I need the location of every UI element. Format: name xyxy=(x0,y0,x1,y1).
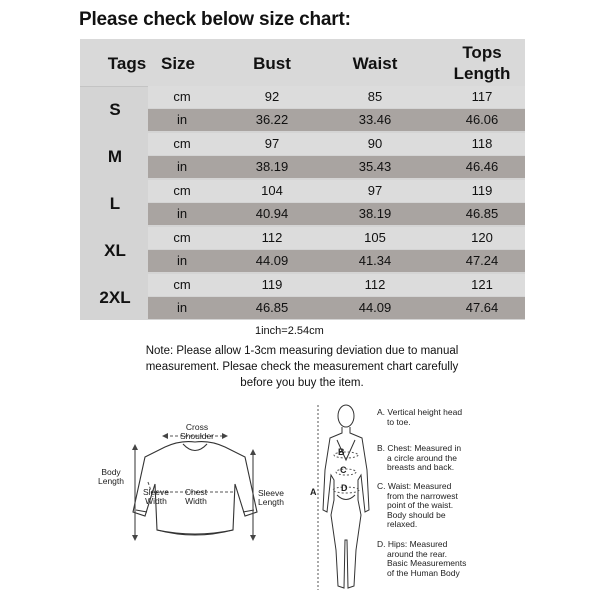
body-letter-d: D xyxy=(341,483,348,493)
cell-unit: in xyxy=(176,253,188,268)
sleeve-length-label: Sleeve Length xyxy=(258,488,284,507)
note-line: before you buy the item. xyxy=(240,377,364,389)
cell-length: 117 xyxy=(471,89,493,104)
sleeve-width-label: Sleeve Width xyxy=(143,487,169,506)
size-group-s xyxy=(80,86,525,133)
cell-bust: 97 xyxy=(264,136,280,151)
chest-width-label: Chest Width xyxy=(184,487,208,506)
cell-length: 46.06 xyxy=(465,112,499,127)
header-tags: Tags xyxy=(107,54,147,73)
cell-length: 47.24 xyxy=(465,253,499,268)
body-letter-b: B xyxy=(338,447,345,457)
header-bust: Bust xyxy=(253,54,291,73)
cell-waist: 44.09 xyxy=(358,300,392,315)
cell-length: 46.46 xyxy=(465,159,499,174)
table-row xyxy=(80,180,525,203)
garment-diagram xyxy=(95,412,295,562)
size-group-l xyxy=(80,180,525,227)
cell-length: 47.64 xyxy=(465,300,499,315)
cell-unit: cm xyxy=(173,277,191,292)
cell-waist: 38.19 xyxy=(358,206,392,221)
table-row xyxy=(80,274,525,297)
size-tag: S xyxy=(109,100,121,119)
header-tops: Tops xyxy=(462,43,502,62)
table-row xyxy=(80,156,525,179)
cell-unit: in xyxy=(176,206,188,221)
measure-note xyxy=(377,540,466,578)
cell-waist: 112 xyxy=(364,277,386,292)
cell-waist: 97 xyxy=(367,183,383,198)
measure-note-line: point of the waist. xyxy=(387,500,454,510)
cross-shoulder-label: Cross Shoulder xyxy=(179,422,215,441)
cell-unit: cm xyxy=(173,183,191,198)
body-letter-c: C xyxy=(340,465,347,475)
measure-note-line: from the narrowest xyxy=(387,490,458,501)
cell-bust: 119 xyxy=(261,277,283,292)
measure-note-line: a circle around the xyxy=(387,452,457,463)
size-tag: M xyxy=(107,147,123,166)
size-tag: L xyxy=(109,194,121,213)
table-row xyxy=(80,203,525,226)
size-group-xl xyxy=(80,227,525,274)
cell-length: 121 xyxy=(471,277,493,292)
table-row xyxy=(80,86,525,109)
cell-bust: 44.09 xyxy=(255,253,289,268)
cell-waist: 105 xyxy=(364,230,386,245)
measurement-note xyxy=(112,343,492,391)
cell-bust: 92 xyxy=(264,89,280,104)
cell-length: 120 xyxy=(471,230,493,245)
cell-bust: 112 xyxy=(261,230,283,245)
cell-length: 118 xyxy=(471,136,493,151)
cell-unit: cm xyxy=(173,136,191,151)
measure-note-line: to toe. xyxy=(387,416,411,427)
measure-note xyxy=(377,444,461,473)
cell-unit: in xyxy=(176,159,188,174)
table-row xyxy=(80,250,525,273)
cell-length: 119 xyxy=(471,183,493,198)
cell-waist: 33.46 xyxy=(358,112,392,127)
size-tag: XL xyxy=(104,241,126,260)
measure-note-line: B. Chest: Measured in xyxy=(377,443,462,453)
body-diagram xyxy=(310,400,510,600)
cell-length: 46.85 xyxy=(465,206,499,221)
table-header xyxy=(80,39,525,87)
cell-bust: 36.22 xyxy=(255,112,289,127)
table-row xyxy=(80,133,525,156)
table-row xyxy=(80,227,525,250)
size-group-2xl xyxy=(80,274,525,321)
cell-unit: cm xyxy=(173,230,191,245)
cell-waist: 90 xyxy=(367,136,383,151)
header-length: Length xyxy=(453,64,511,83)
header-size: Size xyxy=(160,54,196,73)
table-row xyxy=(80,297,525,320)
body-letter-a: A xyxy=(310,487,317,497)
cell-unit: cm xyxy=(173,89,191,104)
measure-note-line: breasts and back. xyxy=(387,462,455,472)
note-line: Note: Please allow 1-3cm measuring deviation due to manual xyxy=(145,345,459,357)
measure-note-line: D. Hips: Measured xyxy=(377,539,448,549)
header-waist: Waist xyxy=(352,54,398,73)
measure-note xyxy=(377,408,462,427)
size-group-m xyxy=(80,133,525,180)
measure-note-line: Body should be xyxy=(387,509,446,520)
size-tag: 2XL xyxy=(99,288,131,307)
cell-unit: in xyxy=(176,300,188,315)
cell-bust: 40.94 xyxy=(255,206,289,221)
note-line: measurement. Plesae check the measurement chart carefully xyxy=(145,361,459,373)
page-title: Please check below size chart: xyxy=(79,9,351,30)
cell-waist: 41.34 xyxy=(358,253,392,268)
measure-note-line: Basic Measurements xyxy=(387,558,467,568)
measure-note-line: relaxed. xyxy=(387,519,418,529)
cell-bust: 104 xyxy=(261,183,283,198)
table-row xyxy=(80,109,525,132)
measure-note-line: of the Human Body xyxy=(387,567,460,578)
human-body-illustration xyxy=(310,400,380,595)
measure-note-line: A. Vertical height head xyxy=(377,407,463,417)
size-chart-table xyxy=(80,39,525,320)
measure-note-line: C. Waist: Measured xyxy=(377,481,452,491)
measure-note xyxy=(377,482,458,530)
cell-waist: 35.43 xyxy=(358,159,392,174)
cell-bust: 46.85 xyxy=(255,300,289,315)
inch-conversion-note: 1inch=2.54cm xyxy=(255,325,324,337)
cell-unit: in xyxy=(176,112,188,127)
cell-bust: 38.19 xyxy=(255,159,289,174)
measure-note-line: around the rear. xyxy=(387,548,448,559)
cell-waist: 85 xyxy=(367,89,383,104)
body-length-label: Body Length xyxy=(98,467,124,486)
